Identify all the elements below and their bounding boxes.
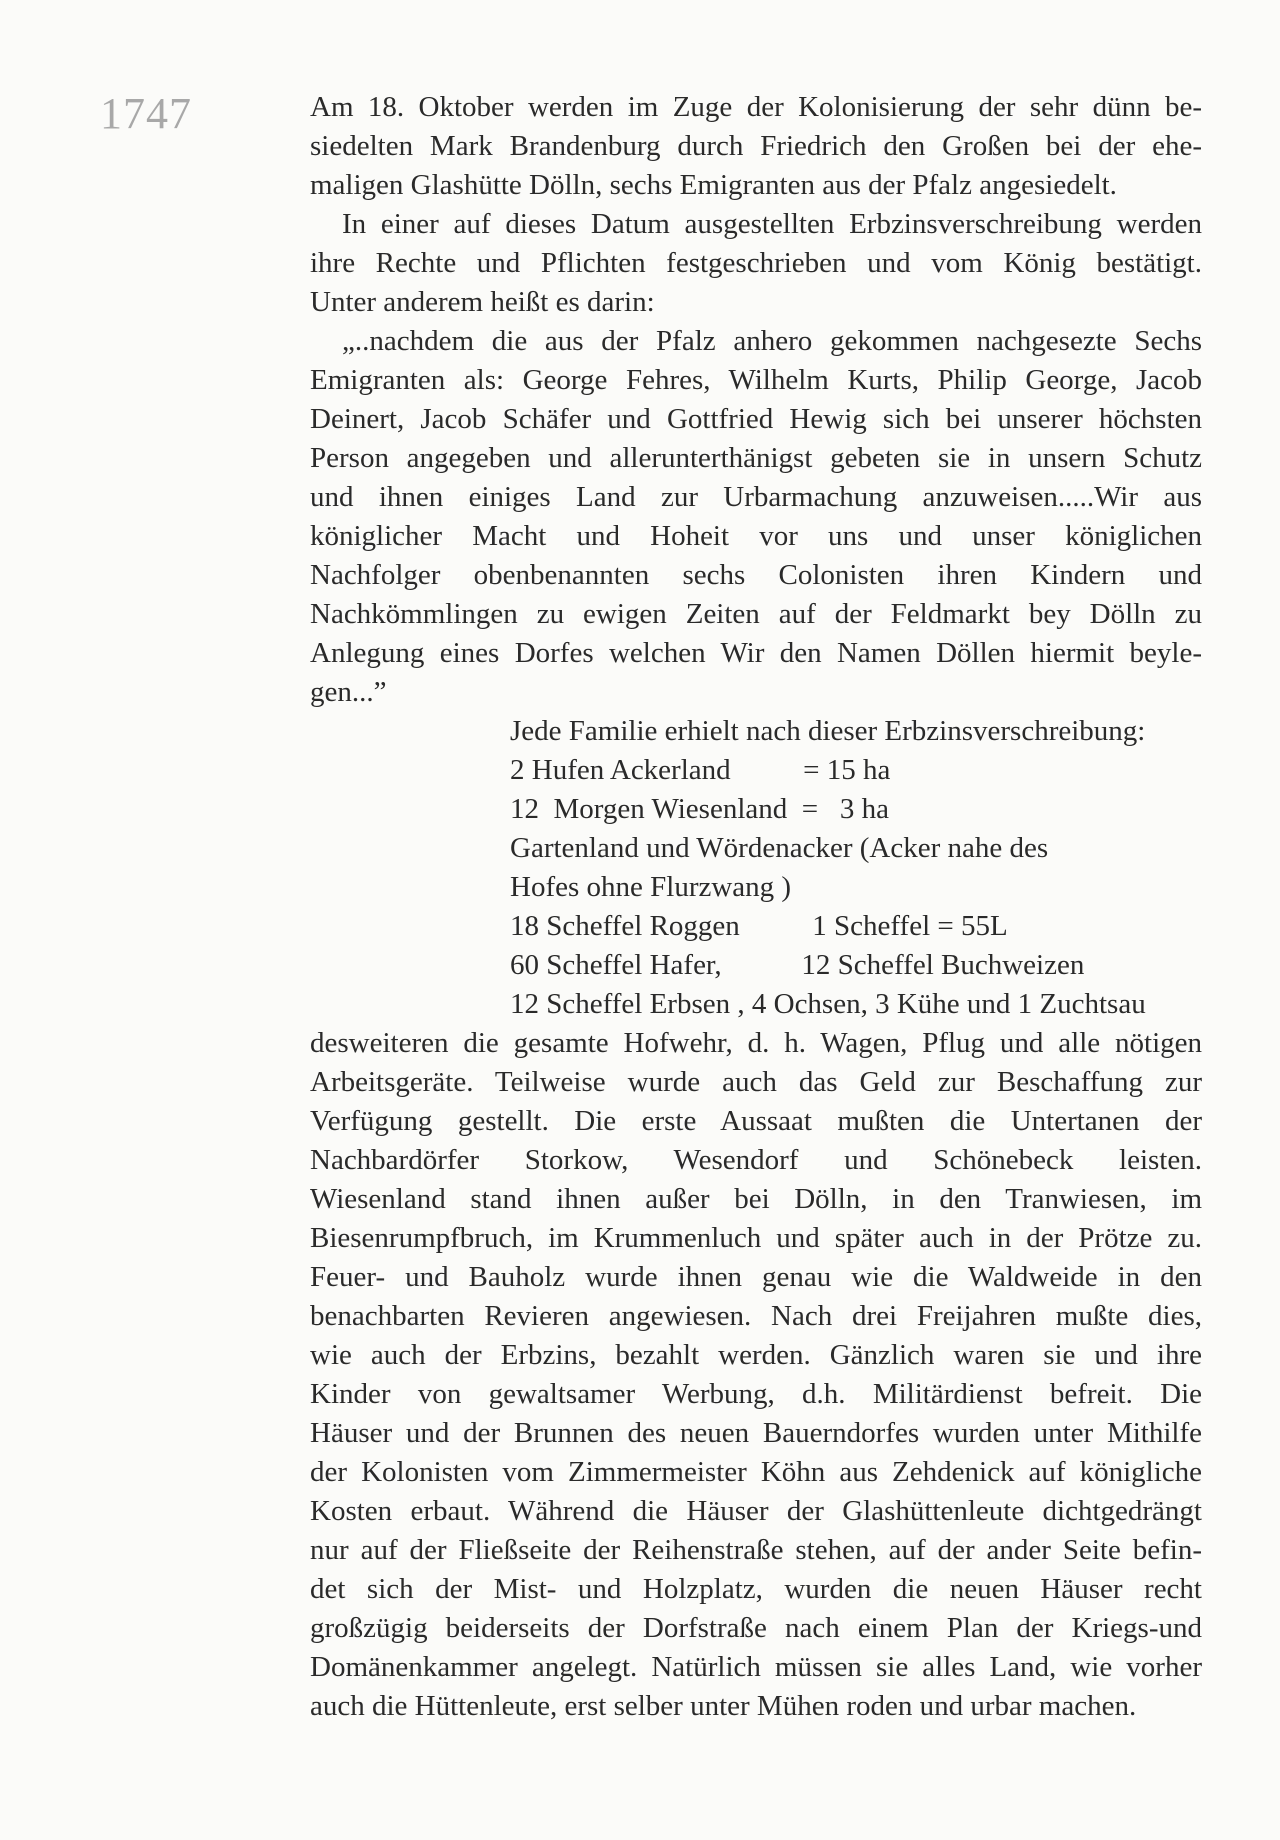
text-line: siedelten Mark Brandenburg durch Friedrich den Großen bei der ehe- bbox=[310, 130, 1202, 162]
text-line: Am 18. Oktober werden im Zuge der Kolonisierung der sehr dünn be- bbox=[310, 91, 1202, 123]
quote-line: Nachkömmlingen zu ewigen Zeiten auf der Feldmarkt bey Dölln zu bbox=[310, 598, 1202, 630]
paragraph-3 bbox=[310, 1024, 1202, 1726]
text-line: Wiesenland stand ihnen außer bei Dölln, in den Tranwiesen, im bbox=[310, 1183, 1202, 1215]
list-item: 2 Hufen Ackerland = 15 ha bbox=[510, 754, 891, 786]
text-line: In einer auf dieses Datum ausgestellten Erbzinsverschreibung werden bbox=[342, 208, 1202, 240]
text-line: Kinder von gewaltsamer Werbung, d.h. Militärdienst befreit. Die bbox=[310, 1378, 1202, 1410]
text-line: ihre Rechte und Pflichten festgeschrieben und vom König bestätigt. bbox=[310, 247, 1202, 279]
list-item: 18 Scheffel Roggen 1 Scheffel = 55L bbox=[510, 910, 1008, 942]
text-line: benachbarten Revieren angewiesen. Nach drei Freijahren mußte dies, bbox=[310, 1300, 1202, 1332]
paragraph-2 bbox=[310, 205, 1202, 322]
text-line: maligen Glashütte Dölln, sechs Emigranten aus der Pfalz angesiedelt. bbox=[310, 169, 1117, 201]
text-line: wie auch der Erbzins, bezahlt werden. Gänzlich waren sie und ihre bbox=[310, 1339, 1202, 1371]
list-item: 60 Scheffel Hafer, 12 Scheffel Buchweizen bbox=[510, 949, 1085, 981]
quote-line: und ihnen einiges Land zur Urbarmachung anzuweisen.....Wir aus bbox=[310, 481, 1202, 513]
text-line: Biesenrumpfbruch, im Krummenluch und später auch in der Prötze zu. bbox=[310, 1222, 1202, 1254]
list-item: Hofes ohne Flurzwang ) bbox=[510, 871, 792, 903]
list-item: Jede Familie erhielt nach dieser Erbzinsverschreibung: bbox=[510, 715, 1146, 747]
text-line: Verfügung gestellt. Die erste Aussaat mußten die Untertanen der bbox=[310, 1105, 1202, 1137]
quote-line: Anlegung eines Dorfes welchen Wir den Namen Döllen hiermit beyle- bbox=[310, 637, 1202, 669]
text-line: desweiteren die gesamte Hofwehr, d. h. Wagen, Pflug und alle nötigen bbox=[310, 1027, 1202, 1059]
text-line: det sich der Mist- und Holzplatz, wurden die neuen Häuser recht bbox=[310, 1573, 1202, 1605]
text-line: Kosten erbaut. Während die Häuser der Glashüttenleute dichtgedrängt bbox=[310, 1495, 1202, 1527]
list-item: Gartenland und Wördenacker (Acker nahe des bbox=[510, 832, 1049, 864]
quote-line: „..nachdem die aus der Pfalz anhero gekommen nachgesezte Sechs bbox=[342, 325, 1202, 357]
list-item: 12 Morgen Wiesenland = 3 ha bbox=[510, 793, 889, 825]
quote-line: Nachfolger obenbenannten sechs Colonisten ihren Kindern und bbox=[310, 559, 1202, 591]
list-item: 12 Scheffel Erbsen , 4 Ochsen, 3 Kühe und 1 Zuchtsau bbox=[510, 988, 1146, 1020]
paragraph-1 bbox=[310, 88, 1202, 205]
year-heading: 1747 bbox=[100, 89, 192, 138]
quote-line: gen...” bbox=[310, 676, 387, 708]
body-text bbox=[310, 88, 1202, 1726]
allotment-list bbox=[310, 712, 1202, 1024]
quote-line: Emigranten als: George Fehres, Wilhelm Kurts, Philip George, Jacob bbox=[310, 364, 1202, 396]
text-line: Domänenkammer angelegt. Natürlich müssen sie alles Land, wie vorher bbox=[310, 1651, 1202, 1683]
quote-line: Person angegeben und allerunterthänigst gebeten sie in unsern Schutz bbox=[310, 442, 1202, 474]
text-line: nur auf der Fließseite der Reihenstraße stehen, auf der ander Seite befin- bbox=[310, 1534, 1202, 1566]
quote-line: königlicher Macht und Hoheit vor uns und unser königlichen bbox=[310, 520, 1202, 552]
text-line: auch die Hüttenleute, erst selber unter Mühen roden und urbar machen. bbox=[310, 1690, 1137, 1722]
text-line: Feuer- und Bauholz wurde ihnen genau wie die Waldweide in den bbox=[310, 1261, 1202, 1293]
text-line: Unter anderem heißt es darin: bbox=[310, 286, 655, 318]
text-line: großzügig beiderseits der Dorfstraße nach einem Plan der Kriegs-und bbox=[310, 1612, 1202, 1644]
text-line: Häuser und der Brunnen des neuen Bauerndorfes wurden unter Mithilfe bbox=[310, 1417, 1202, 1449]
quote-block bbox=[310, 322, 1202, 712]
quote-line: Deinert, Jacob Schäfer und Gottfried Hewig sich bei unserer höchsten bbox=[310, 403, 1202, 435]
text-line: Nachbardörfer Storkow, Wesendorf und Schönebeck leisten. bbox=[310, 1144, 1202, 1176]
text-line: Arbeitsgeräte. Teilweise wurde auch das Geld zur Beschaffung zur bbox=[310, 1066, 1202, 1098]
text-line: der Kolonisten vom Zimmermeister Köhn aus Zehdenick auf königliche bbox=[310, 1456, 1202, 1488]
